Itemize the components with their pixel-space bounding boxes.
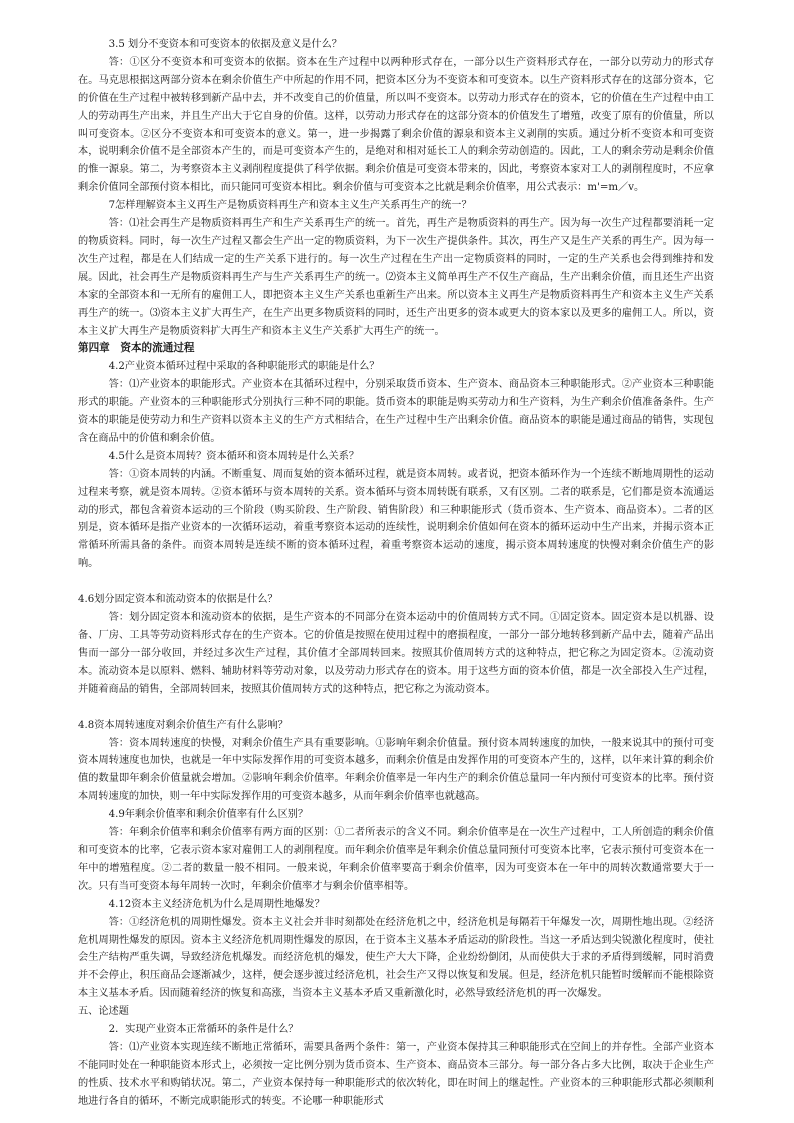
question-3-5: 3.5 划分不变资本和可变资本的依据及意义是什么？ <box>108 39 342 50</box>
question-4-8: 4.8资本周转速度对剩余价值生产有什么影响？ <box>78 719 288 731</box>
answer-7: 答：⑴社会再生产是物质资料再生产和生产关系再生产的统一。首先，再生产是物质资料的再生产。因为每一次生产过程都要消耗一定的物质资料。同时，每一次生产过程又都会生产出一定的物质资料，为下一次生产提供条件。其次，再生产又是生产关系的再生产。因为每一次生产过程，都是在人们结成一定的生产关系下进行的。每一次生产过程在生产出一定物质资料的同时，一定的生产关系也会得到维持和发展。因此，社会再生产是物质资料再生产与生产关系再生产的统一。⑵资本主义简单再生产不仅生产商品，生产出剩余价值，而且还生产出资本家的全部资本和一无所有的雇佣工人，即把资本主义生产关系也重新生产出来。所以资本主义再生产是物质资料再生产和资本主义生产关系再生产的统一。⑶资本主义扩大再生产，在生产出更多物质资料的同时，还生产出更多的资本或更大的资本家以及更多的雇佣工人。所以，资本主义扩大再生产是物质资料扩大再生产和资本主义生产关系扩大再生产的统一。 <box>78 218 714 337</box>
question-4-9: 4.9年剩余价值率和剩余价值率有什么区别？ <box>108 809 309 821</box>
answer-4-9: 答：年剩余价值率和剩余价值率有两方面的区别：①二者所表示的含义不同。剩余价值率是在一次生产过程中，工人所创造的剩余价值和可变资本的比率，它表示资本家对雇佣工人的剥削程度。而年剩余价值率是年剩余价值总量同预付可变资本比率，它表示预付可变资本在一年中的增殖程度。②二者的数量一般不相同。一般来说，年剩余价值率要高于剩余价值率，因为可变资本在一年中的周转次数通常要大于一次。只有当可变资本每年周转一次时，年剩余价值率才与剩余价值率相等。 <box>78 827 714 892</box>
answer-4-12: 答：①经济危机的周期性爆发。资本主义社会并非时刻都处在经济危机之中，经济危机是每隔若干年爆发一次，周期性地出现。②经济危机周期性爆发的原因。资本主义经济危机周期性爆发的原因，在于资本主义基本矛盾运动的阶段性。当这一矛盾达到尖锐激化程度时，使社会生产结构严重失调，导致经济危机爆发。而经济危机的爆发，使生产大大下降，企业纷纷倒闭，从而使供大于求的矛盾得到缓解，同时消费并不会停止，积压商品会逐渐减少，这样，便会逐步渡过经济危机，社会生产又得以恢复和发展。但是，经济危机只能暂时缓解而不能根除资本主义基本矛盾。因而随着经济的恢复和高涨，当资本主义基本矛盾又重新激化时，必然导致经济危机的再一次爆发。 <box>78 916 714 1000</box>
chapter-heading: 第四章 资本的流通过程 <box>78 342 195 355</box>
answer-essay-2: 答：⑴产业资本实现连续不断地正常循环，需要具备两个条件：第一，产业资本保持其三种职能形式在空间上的并存性。全部产业资本不能同时处在一种职能资本形式上，必须按一定比例分别为货币资本、生产资本、商品资本三部分。每一部分各占多大比例，取决于企业生产的性质、技术水平和购销状况。第二，产业资本保持每一种职能形式的依次转化，即在时间上的继起性。产业资本的三种职能形式都必须顺利地进行各自的循环，不断完成职能形式的转变。不论哪一种职能形式 <box>78 1041 714 1107</box>
question-essay-2: 2．实现产业资本正常循环的条件是什么？ <box>108 1024 299 1036</box>
spacer <box>78 573 714 591</box>
document-page <box>78 36 714 1111</box>
answer-4-2: 答：⑴产业资本的职能形式。产业资本在其循环过程中，分别采取货币资本、生产资本、商品资本三种职能形式。②产业资本三种职能形式的职能。产业资本的三种职能形式分别执行三种不同的职能。货币资本的职能是购买劳动力和生产资料，为生产剩余价值准备条件。生产资本的职能是使劳动力和生产资料以资本主义的生产方式相结合，在生产过程中生产出剩余价值。商品资本的职能是通过商品的销售，实现包含在商品中的价值和剩余价值。 <box>78 379 714 444</box>
question-4-2: 4.2产业资本循环过程中采取的各种职能形式的职能是什么？ <box>108 361 380 373</box>
answer-3-5: 答：①区分不变资本和可变资本的依据。资本在生产过程中以两种形式存在，一部分以生产资料形式存在，一部分以劳动力的形式存在。马克思根据这两部分资本在剩余价值生产中所起的作用不同，把资本区分为不变资本和可变资本。以生产资料形式存在的这部分资本，它的价值在生产过程中被转移到新产品中去，并不改变自己的价值量，所以叫不变资本。以劳动力形式存在的资本，它的价值在生产过程中由工人的劳动再生产出来，并且生产出大于它自身的价值。这样，以劳动力形式存在的这部分资本的价值发生了增殖，改变了原有的价值量，所以叫可变资本。②区分不变资本和可变资本的意义。第一，进一步揭露了剩余价值的源泉和资本主义剥削的实质。通过分析不变资本和可变资本，说明剩余价值不是全部资本产生的，而是可变资本产生的，是绝对和相对延长工人的剩余劳动创造的。因此，工人的剩余劳动是剩余价值的惟一源泉。第二，为考察资本主义剥削程度提供了科学依据。剩余价值是可变资本带来的，因此，考察资本家对工人的剥削程度时，不应拿剩余价值同全部预付资本相比，而只能同可变资本相比。剩余价值与可变资本之比就是剩余价值率，用公式表示：m'=m／v。 <box>78 56 714 194</box>
question-4-5: 4.5什么是资本周转？资本循环和资本周转是什么关系？ <box>108 450 360 462</box>
section-heading: 五、论述题 <box>78 1006 129 1018</box>
question-4-6: 4.6划分固定资本和流动资本的依据是什么？ <box>78 594 278 606</box>
answer-4-6: 答：划分固定资本和流动资本的依据，是生产资本的不同部分在资本运动中的价值周转方式不同。①固定资本。固定资本是以机器、设备、厂房、工具等劳动资料形式存在的生产资本。它的价值是按照在使用过程中的磨损程度，一部分一部分地转移到新产品中去，随着产品出售而一部分一部分收回，并经过多次生产过程，其价值才全部周转回来。按照其价值周转方式的这种特点，把它称之为固定资本。②流动资本。流动资本是以原料、燃料、辅助材料等劳动对象，以及劳动力形式存在的资本。用于这些方面的资本价值，都是一次全部投入生产过程，并随着商品的销售，全部周转回来，按照其价值周转方式的这种特点，把它称之为流动资本。 <box>78 612 714 695</box>
answer-4-5: 答：①资本周转的内涵。不断重复、周而复始的资本循环过程，就是资本周转。或者说，把资本循环作为一个连续不断地周期性的运动过程来考察，就是资本周转。②资本循环与资本周转的关系。资本循环与资本周转既有联系，又有区别。二者的联系是，它们都是资本流通运动的形式，都包含着资本运动的三个阶段（购买阶段、生产阶段、销售阶段）和三种职能形式（货币资本、生产资本、商品资本）。二者的区别是，资本循环是指产业资本的一次循环运动，着重考察资本运动的连续性，说明剩余价值如何在资本的循环运动中生产出来，并揭示资本正常循环所需具备的条件。而资本周转是连续不断的资本循环过程，着重考察资本运动的速度，揭示资本周转速度的快慢对剩余价值生产的影响。 <box>78 468 714 570</box>
answer-4-8: 答：资本周转速度的快慢，对剩余价值生产具有重要影响。①影响年剩余价值量。预付资本周转速度的加快，一般来说其中的预付可变资本周转速度也加快，也就是一年中实际发挥作用的可变资本越多，而剩余价值是由发挥作用的可变资本产生的，这样，以年来计算的剩余价值的数量即年剩余价值量就会增加。②影响年剩余价值率。年剩余价值率是一年内生产的剩余价值总量同一年内预付可变资本的比率。预付资本周转速度的加快，则一年中实际发挥作用的可变资本越多，从而年剩余价值率也就越高。 <box>78 737 714 803</box>
question-7: 7怎样理解资本主义再生产是物质资料再生产和资本主义生产关系再生产的统一？ <box>108 200 472 212</box>
question-4-12: 4.12资本主义经济危机为什么是周期性地爆发？ <box>108 898 325 910</box>
spacer <box>78 699 714 717</box>
